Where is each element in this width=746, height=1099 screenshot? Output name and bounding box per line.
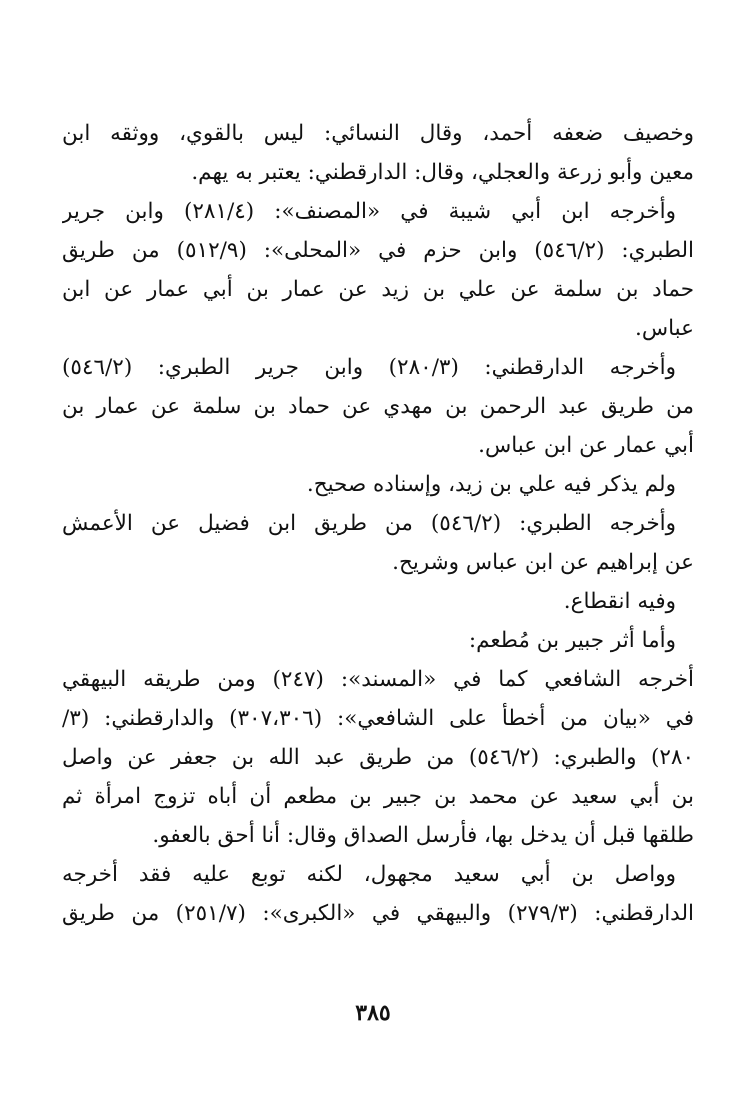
paragraph [62, 348, 694, 465]
text-line: ولم يذكر فيه علي بن زيد، وإسناده صحيح. [306, 472, 676, 497]
text-line: وأما أثر جبير بن مُطعم: [468, 628, 676, 653]
text-line: أبي عمار عن ابن عباس. [478, 433, 694, 458]
text-line: عن إبراهيم عن ابن عباس وشريح. [392, 550, 694, 575]
paragraph [62, 504, 694, 582]
paragraph [62, 855, 694, 933]
paragraph [62, 465, 694, 504]
text-line: معين وأبو زرعة والعجلي، وقال: الدارقطني: يعتبر به يهم. [191, 160, 694, 185]
text-line: وأخرجه الدارقطني: (٢٨٠/٣) وابن جرير الطبري: (٥٤٦/٢) [62, 355, 676, 380]
text-line: بن أبي سعيد عن محمد بن جبير بن مطعم أن أباه تزوج امرأة ثم [62, 784, 694, 809]
text-line: ٢٨٠) والطبري: (٥٤٦/٢) من طريق عبد الله بن جعفر عن واصل [62, 745, 694, 770]
text-line: وأخرجه ابن أبي شيبة في «المصنف»: (٢٨١/٤) وابن جرير [62, 199, 677, 224]
text-line: الطبري: (٥٤٦/٢) وابن حزم في «المحلى»: (٥١٢/٩) من طريق [62, 238, 694, 263]
paragraph [62, 192, 694, 348]
paragraph [62, 621, 694, 660]
text-line: الدارقطني: (٢٧٩/٣) والبيهقي في «الكبرى»: (٢٥١/٧) من طريق [62, 901, 694, 926]
paragraph [62, 660, 694, 855]
text-line: عباس. [635, 316, 694, 341]
text-line: أخرجه الشافعي كما في «المسند»: (٢٤٧) ومن طريقه البيهقي [62, 667, 694, 692]
text-line: في «بيان من أخطأ على الشافعي»: (٣٠٧،٣٠٦) والدارقطني: (٣/ [62, 706, 694, 731]
body-text [62, 114, 694, 933]
paragraph [62, 114, 694, 192]
text-line: وواصل بن أبي سعيد مجهول، لكنه توبع عليه فقد أخرجه [62, 862, 676, 887]
text-line: من طريق عبد الرحمن بن مهدي عن حماد بن سلمة عن عمار بن [62, 394, 694, 419]
text-line: طلقها قبل أن يدخل بها، فأرسل الصداق وقال: أنا أحق بالعفو. [152, 823, 694, 848]
text-line: حماد بن سلمة عن علي بن زيد عن عمار بن أبي عمار عن ابن [62, 277, 694, 302]
text-line: وأخرجه الطبري: (٥٤٦/٢) من طريق ابن فضيل عن الأعمش [62, 511, 676, 536]
paragraph [62, 582, 694, 621]
text-line: وخصيف ضعفه أحمد، وقال النسائي: ليس بالقوي، ووثقه ابن [62, 121, 694, 146]
page-number: ٣٨٥ [355, 1000, 391, 1026]
text-line: وفيه انقطاع. [563, 589, 676, 614]
